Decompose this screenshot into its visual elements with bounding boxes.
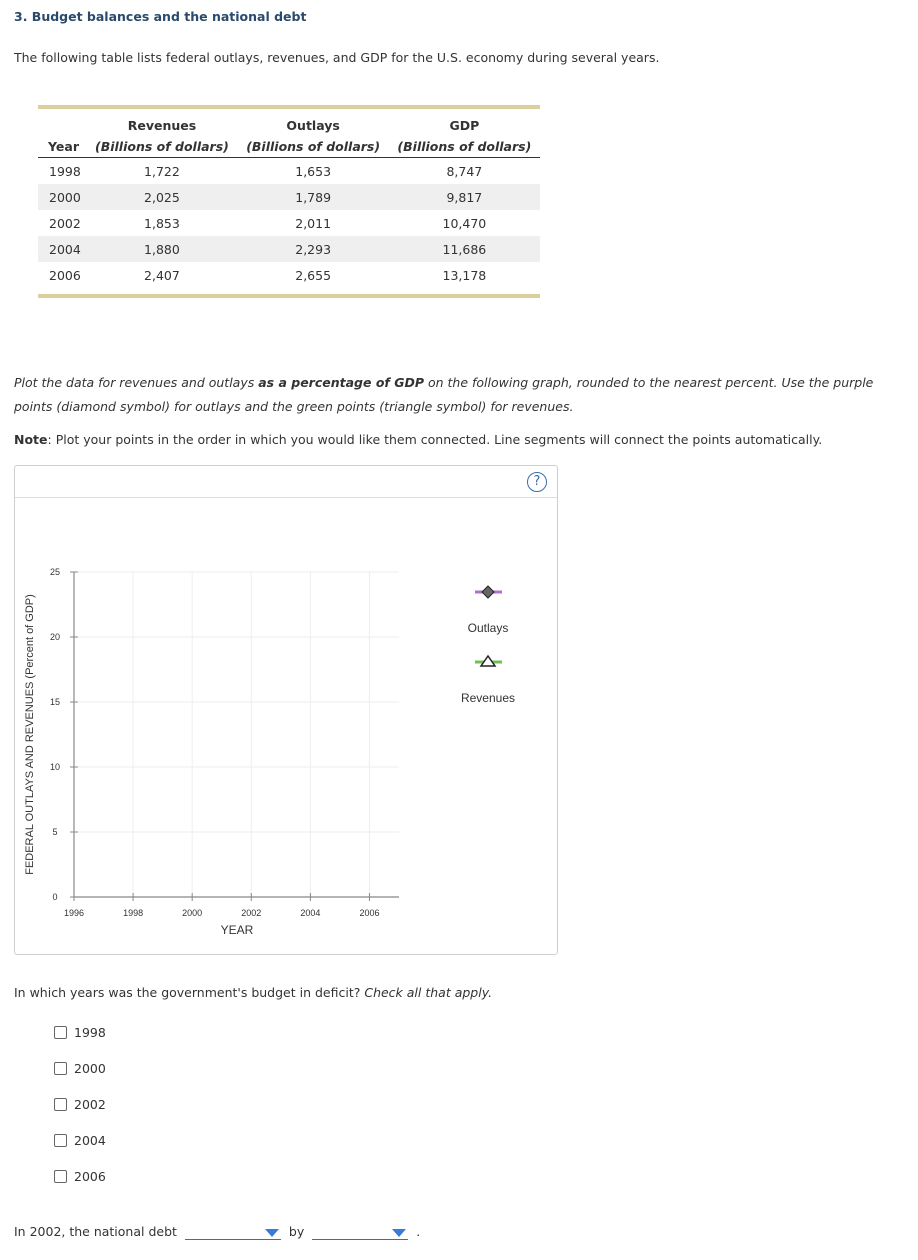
revenues-cell: 1,722 <box>144 163 180 179</box>
table-row <box>38 262 540 288</box>
deficit-year-choices <box>54 1025 106 1205</box>
gdp-cell: 13,178 <box>442 267 487 283</box>
choice-label: 2002 <box>74 1097 106 1112</box>
year-cell: 2000 <box>38 184 86 210</box>
debt-direction-dropdown[interactable] <box>185 1225 281 1240</box>
checkbox[interactable] <box>54 1062 67 1075</box>
debt-amount-dropdown[interactable] <box>312 1225 408 1240</box>
gdp-header: GDP <box>449 118 480 133</box>
outlays-cell: 1,789 <box>238 184 389 210</box>
choice-2002[interactable] <box>54 1097 106 1133</box>
checkbox[interactable] <box>54 1170 67 1183</box>
choice-1998[interactable] <box>54 1025 106 1061</box>
instructions-part1: Plot the data for revenues and outlays <box>14 375 259 390</box>
help-icon[interactable]: ? <box>527 472 547 492</box>
x-tick-label: 1998 <box>123 908 144 918</box>
table-row <box>38 236 540 262</box>
y-tick-label: 5 <box>52 827 58 837</box>
debt-sentence-prefix: In 2002, the national debt <box>14 1224 177 1239</box>
year-cell: 2002 <box>49 215 81 231</box>
question-text: In which years was the government's budget in deficit? <box>14 985 365 1000</box>
choice-label: 2006 <box>74 1169 106 1184</box>
choice-label: 2000 <box>74 1061 106 1076</box>
year-cell: 2004 <box>38 236 86 262</box>
x-tick-label: 1996 <box>63 908 85 918</box>
year-header: Year <box>38 135 86 158</box>
checkbox[interactable] <box>54 1026 67 1039</box>
choice-label: 1998 <box>74 1025 106 1040</box>
x-axis-label: YEAR <box>220 923 254 937</box>
year-cell: 2006 <box>49 267 81 283</box>
deficit-question <box>14 985 492 1000</box>
instructions-bold: as a percentage of GDP <box>258 375 424 390</box>
gdp-cell: 11,686 <box>389 236 540 262</box>
revenues-unit: (Billions of dollars) <box>94 138 229 154</box>
gdp-unit: (Billions of dollars) <box>397 138 532 154</box>
budget-table <box>38 105 540 298</box>
graph-panel <box>14 465 558 955</box>
note-label: Note <box>14 432 48 447</box>
revenues-cell: 1,880 <box>86 236 237 262</box>
y-tick-label: 10 <box>49 762 61 772</box>
legend-revenues-tool[interactable] <box>461 656 515 705</box>
legend-outlays-tool[interactable] <box>468 586 509 635</box>
table-row <box>38 210 540 236</box>
legend-outlays-label: Outlays <box>467 621 509 635</box>
table-row <box>38 158 540 185</box>
revenues-header: Revenues <box>127 118 197 133</box>
y-axis-label: FEDERAL OUTLAYS AND REVENUES (Percent of GDP) <box>24 594 36 875</box>
revenues-cell: 1,853 <box>144 215 180 231</box>
outlays-header: Outlays <box>286 118 340 133</box>
y-tick-label: 25 <box>49 567 61 577</box>
x-tick-label: 2000 <box>182 908 203 918</box>
outlays-cell: 1,653 <box>295 163 332 179</box>
note-text: : Plot your points in the order in which you would like them connected. Line segments will connect the points automatically. <box>47 432 823 447</box>
gdp-cell: 8,747 <box>446 163 483 179</box>
diamond-icon[interactable] <box>482 586 494 598</box>
graph-canvas[interactable] <box>15 466 557 954</box>
outlays-cell: 2,293 <box>238 236 389 262</box>
choice-2000[interactable] <box>54 1061 106 1097</box>
table-row <box>38 184 540 210</box>
gdp-cell: 9,817 <box>389 184 540 210</box>
chevron-down-icon <box>392 1229 406 1237</box>
debt-sentence-suffix: . <box>416 1224 421 1239</box>
gdp-cell: 10,470 <box>442 215 487 231</box>
y-tick-label: 20 <box>49 632 61 642</box>
section-heading: 3. Budget balances and the national debt <box>14 9 307 24</box>
choice-2006[interactable] <box>54 1169 106 1205</box>
instructions-part2: on the following graph, rounded to the nearest percent. Use the purple points (diamond symbol) for outlays and the green points (triangle symbol) for revenues. <box>14 375 874 414</box>
revenues-cell: 2,025 <box>86 184 237 210</box>
choice-label: 2004 <box>74 1133 106 1148</box>
checkbox[interactable] <box>54 1098 67 1111</box>
choice-2004[interactable] <box>54 1133 106 1169</box>
intro-text: The following table lists federal outlays, revenues, and GDP for the U.S. economy during several years. <box>14 50 660 65</box>
plot-note <box>14 432 822 447</box>
debt-sentence-middle: by <box>288 1224 305 1239</box>
outlays-cell: 2,011 <box>295 215 332 231</box>
legend-revenues-label: Revenues <box>460 691 516 705</box>
revenues-cell: 2,407 <box>144 267 180 283</box>
y-tick-label: 0 <box>52 892 58 902</box>
plot-instructions <box>14 371 894 419</box>
outlays-cell: 2,655 <box>295 267 332 283</box>
x-tick-label: 2004 <box>300 908 321 918</box>
checkbox[interactable] <box>54 1134 67 1147</box>
question-hint: Check all that apply. <box>364 985 493 1000</box>
outlays-unit: (Billions of dollars) <box>246 138 381 154</box>
x-tick-label: 2002 <box>241 908 262 918</box>
debt-sentence <box>14 1224 420 1240</box>
year-cell: 1998 <box>49 163 81 179</box>
chevron-down-icon <box>265 1229 279 1237</box>
y-tick-label: 15 <box>49 697 61 707</box>
x-tick-label: 2006 <box>359 908 380 918</box>
